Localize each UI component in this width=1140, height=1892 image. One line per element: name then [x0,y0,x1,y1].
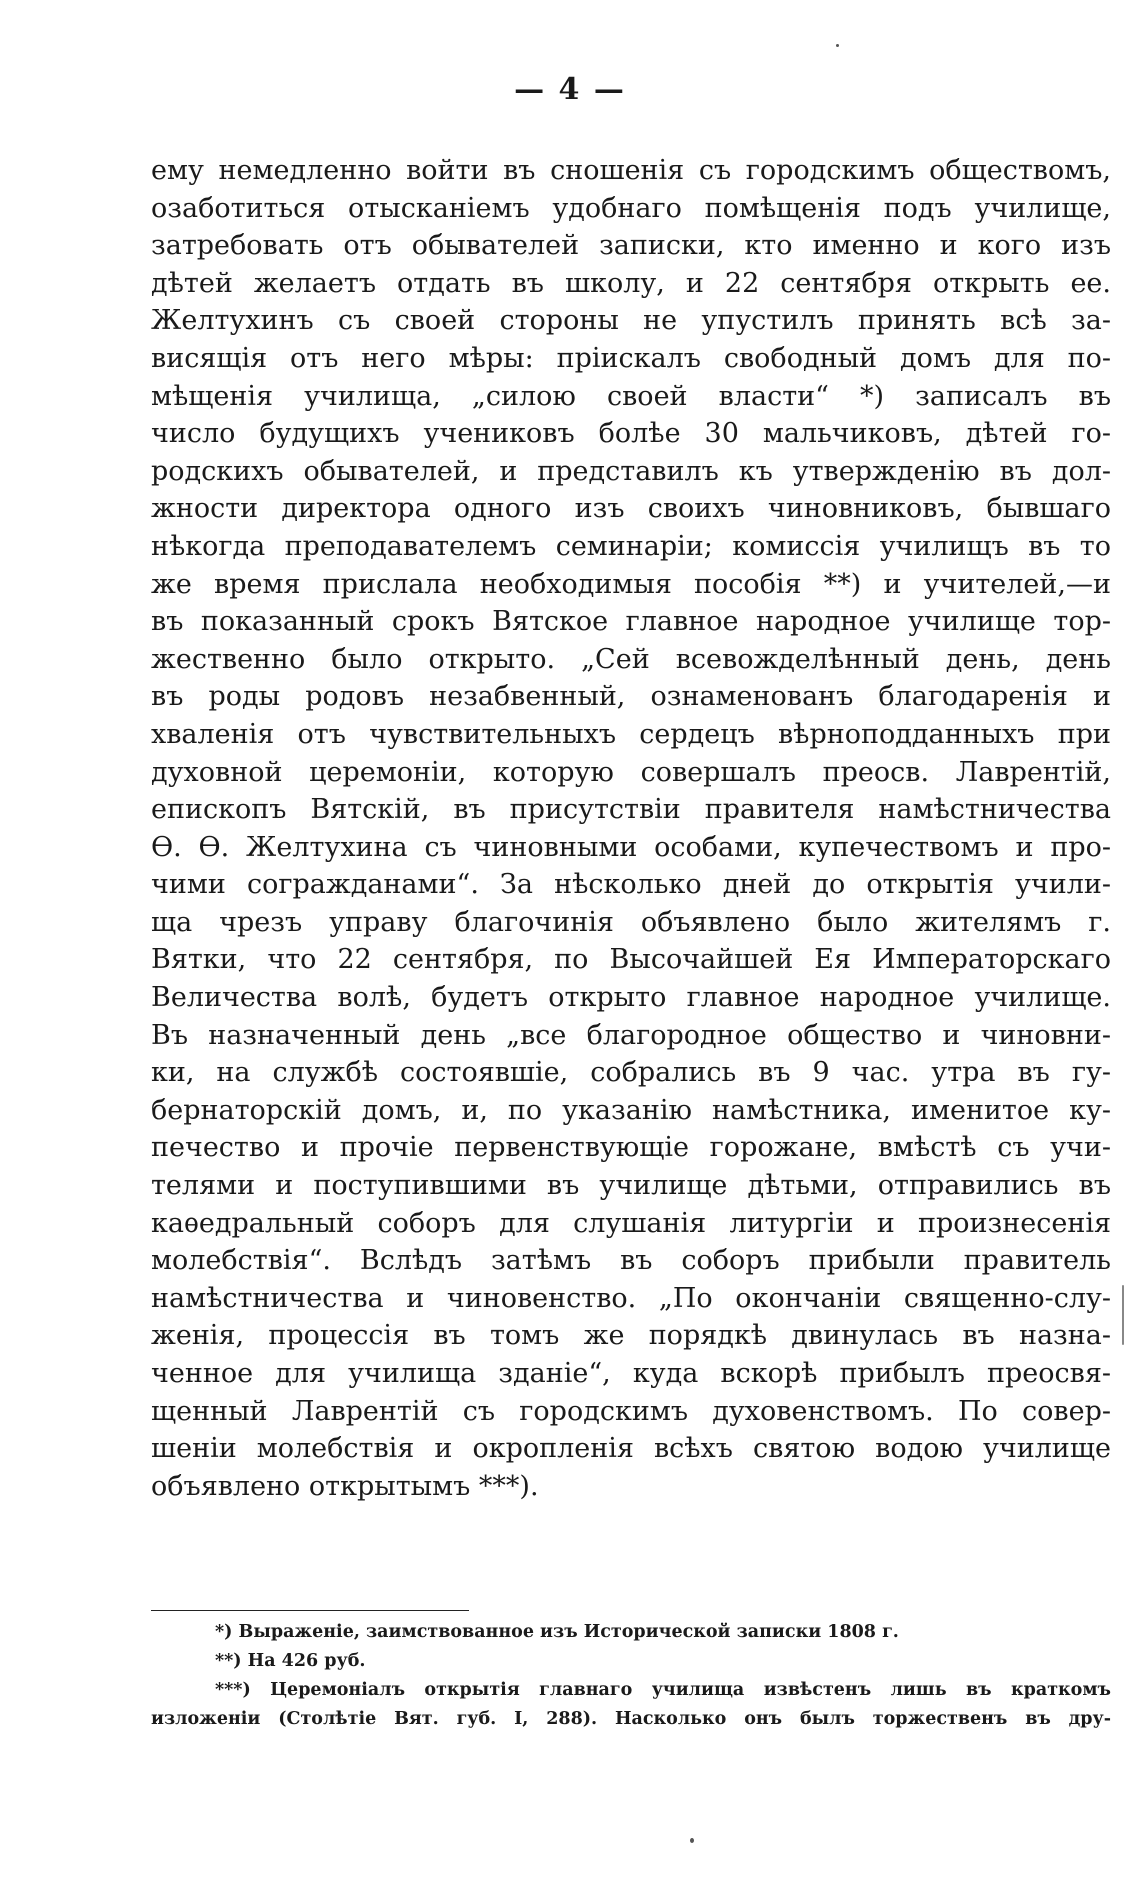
footnote-divider [151,1610,469,1611]
footnote-line: **) На 426 руб. [215,1651,366,1671]
scan-speck [836,44,839,47]
text-line: въ показанный срокъ Вятское главное народное училище тор- [151,606,1111,638]
text-line: въ роды родовъ незабвенный, ознаменованъ благодаренія и [151,681,1111,713]
text-line: объявлено открытымъ ***). [151,1470,539,1502]
footnotes [151,1618,1111,1734]
text-line: щенный Лаврентій съ городскимъ духовенствомъ. По совер- [151,1395,1111,1427]
footnote-line: *) Выраженіе, заимствованное изъ Исторической записки 1808 г. [215,1622,899,1642]
text-line: родскихъ обывателей, и представилъ къ утвержденію въ дол- [151,455,1111,487]
text-line: дѣтей желаетъ отдать въ школу, и 22 сентября открыть ее. [151,267,1111,299]
text-line: ща чрезъ управу благочинія объявлено было жителямъ г. [151,906,1111,938]
text-line: телями и поступившими въ училище дѣтьми, отправились въ [151,1170,1111,1202]
text-line: шеніи молебствія и окропленія всѣхъ святою водою училище [151,1433,1111,1465]
scan-speck [690,1838,694,1843]
text-line: молебствія“. Вслѣдъ затѣмъ въ соборъ прибыли правитель [151,1245,1111,1277]
text-line: мѣщенія училища, „силою своей власти“ *) записалъ въ [151,380,1111,412]
text-line: чими согражданами“. За нѣсколько дней до открытія учили- [151,869,1111,901]
text-line: печество и прочіе первенствующіе горожане, вмѣстѣ съ учи- [151,1132,1111,1164]
text-line: ченное для училища зданіе“, куда вскорѣ прибылъ преосвя- [151,1358,1111,1389]
text-line: затребовать отъ обывателей записки, кто именно и кого изъ [151,230,1111,262]
text-line: Ѳ. Ѳ. Желтухина съ чиновными особами, купечествомъ и про- [151,831,1111,863]
text-line: хваленія отъ чувствительныхъ сердецъ вѣрноподданныхъ при [151,718,1111,750]
page-number: — 4 — [514,72,626,107]
text-line: число будущихъ учениковъ болѣе 30 мальчиковъ, дѣтей го- [151,418,1111,450]
text-line: женія, процессія въ томъ же порядкѣ двинулась въ назна- [151,1320,1111,1352]
text-line: Вятки, что 22 сентября, по Высочайшей Ея Императорскаго [151,944,1111,976]
text-line: озаботиться отысканіемъ удобнаго помѣщенія подъ училище, [151,192,1111,224]
text-line: епископъ Вятскій, въ присутствіи правителя намѣстничества [151,794,1111,826]
text-line: ки, на службѣ состоявшіе, собрались въ 9 час. утра въ гу- [151,1057,1111,1089]
text-line: каѳедральный соборъ для слушанія литургіи и произнесенія [151,1207,1111,1239]
text-line: Въ назначенный день „все благородное общество и чиновни- [151,1019,1111,1051]
footnote-line: ***) Церемоніалъ открытія главнаго училища извѣстенъ лишь въ краткомъ [215,1680,1111,1700]
text-line: ему немедленно войти въ сношенія съ городскимъ обществомъ, [151,155,1111,186]
text-line: намѣстничества и чиновенство. „По окончаніи священно-слу- [151,1282,1111,1314]
text-line: Величества волѣ, будетъ открыто главное народное училище. [151,982,1111,1014]
body-text [151,152,1111,1505]
text-line: жности директора одного изъ своихъ чиновниковъ, бывшаго [151,493,1111,525]
text-line: жественно было открыто. „Сей всевожделѣнный день, день [151,643,1111,675]
text-line: нѣкогда преподавателемъ семинаріи; комиссія училищъ въ то [151,530,1111,562]
text-line: висящія отъ него мѣры: пріискалъ свободный домъ для по- [151,342,1111,374]
text-line: же время прислала необходимыя пособія **) и учителей,—и [151,568,1111,600]
footnote-line: изложеніи (Столѣтіе Вят. губ. I, 288). Насколько онъ былъ торжественъ въ дру- [151,1709,1111,1729]
text-line: Желтухинъ съ своей стороны не упустилъ принять всѣ за- [151,305,1111,337]
text-line: бернаторскій домъ, и, по указанію намѣстника, именитое ку- [151,1094,1111,1126]
text-line: духовной церемоніи, которую совершалъ преосв. Лаврентій, [151,756,1111,788]
scan-speck [1122,1285,1124,1345]
